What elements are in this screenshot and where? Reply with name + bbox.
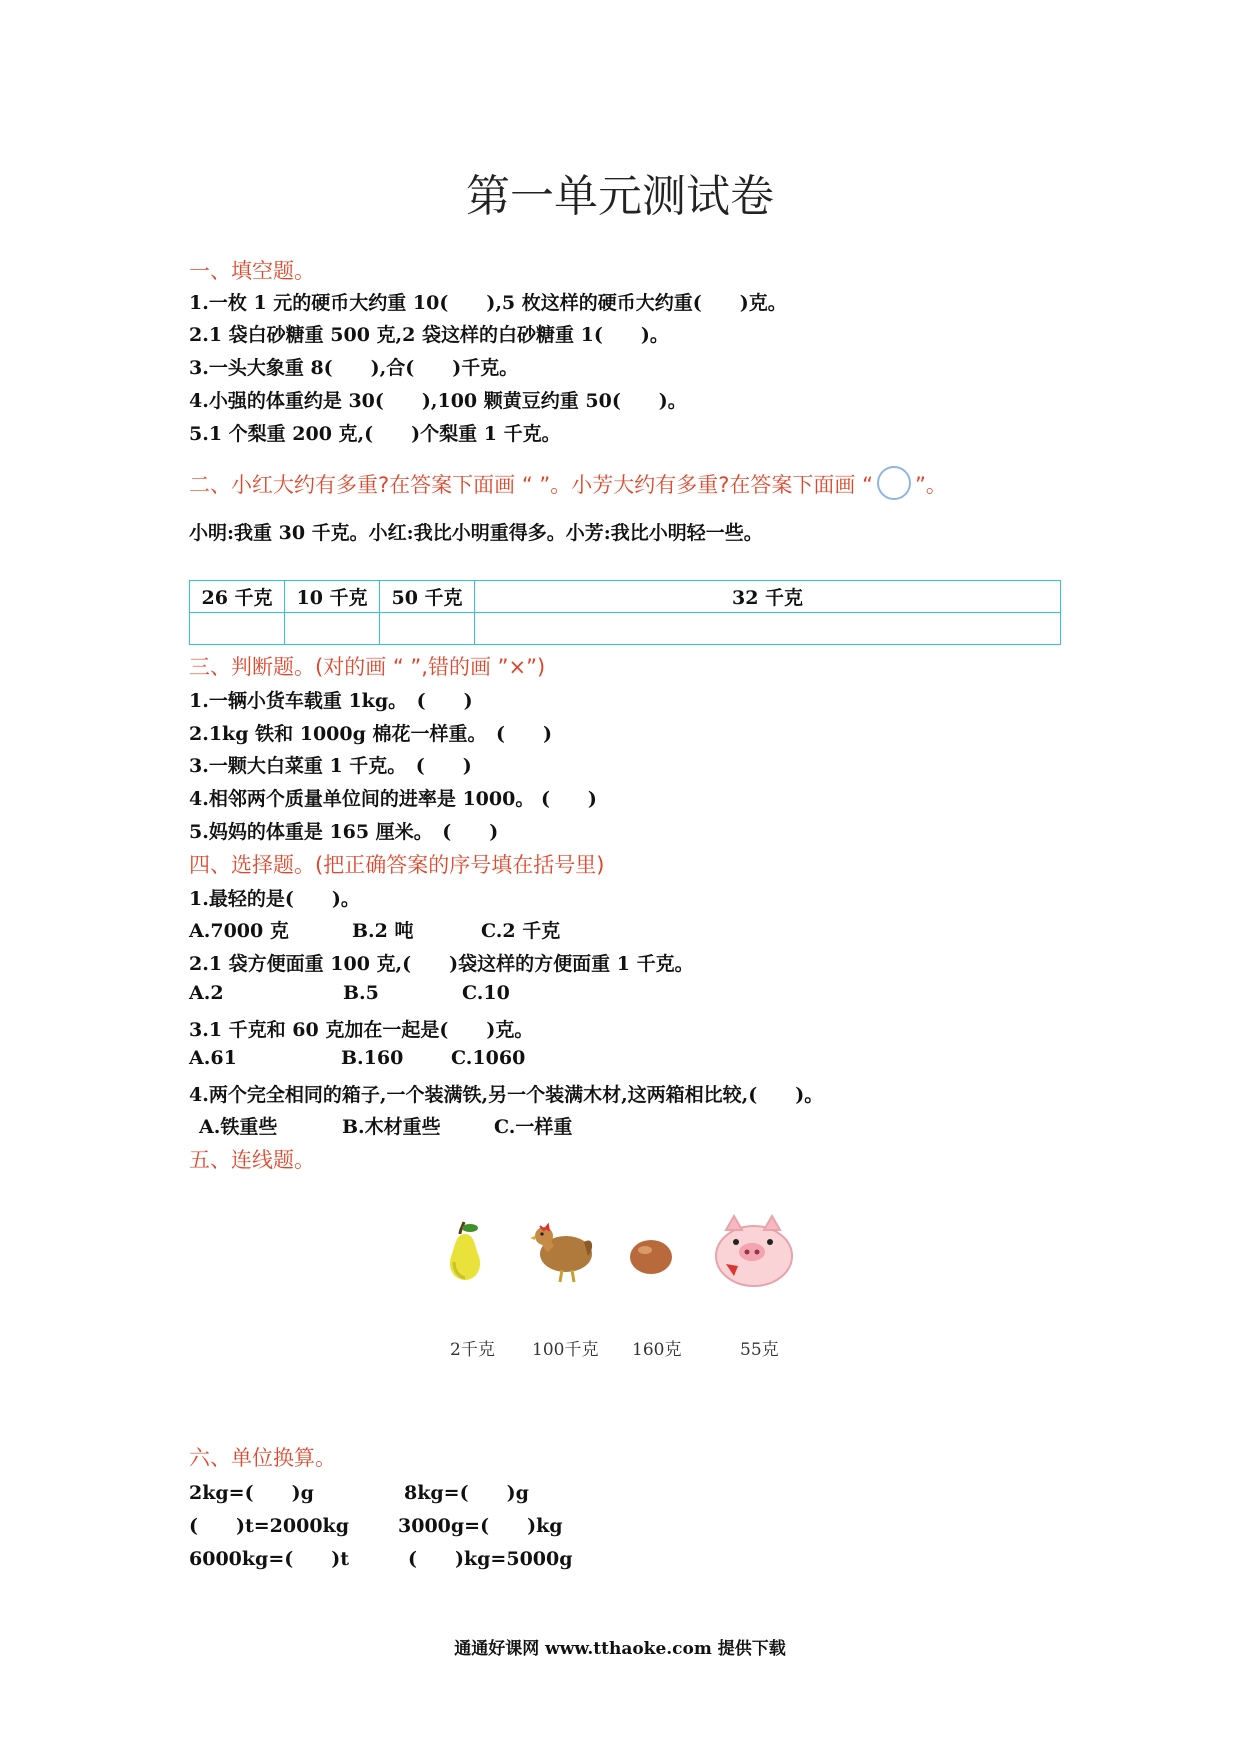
choice-q2: 2.1 袋方便面重 100 克,( )袋这样的方便面重 1 千克。 [189, 953, 694, 975]
choice-q2-option-b: B.5 [343, 982, 379, 1004]
fill-item-5: 5.1 个梨重 200 克,( )个梨重 1 千克。 [189, 423, 561, 445]
answer-cell[interactable] [475, 613, 1061, 645]
weight-label: 160克 [632, 1340, 682, 1360]
judge-item-2: 2.1kg 铁和 1000g 棉花一样重。 ( ) [189, 723, 552, 745]
judge-item-3: 3.一颗大白菜重 1 千克。 ( ) [189, 755, 472, 777]
choice-q2-option-c: C.10 [462, 982, 510, 1004]
judge-item-4: 4.相邻两个质量单位间的进率是 1000。 ( ) [189, 788, 597, 810]
pear-icon [440, 1218, 490, 1282]
section-5-heading: 五、连线题。 [189, 1148, 315, 1172]
conversion-item: ( )t=2000kg [189, 1515, 350, 1537]
choice-q1-option-b: B.2 吨 [352, 920, 414, 942]
choice-q4-option-b: B.木材重些 [342, 1116, 441, 1138]
page-title: 第一单元测试卷 [466, 171, 774, 222]
conversion-item: ( )kg=5000g [408, 1548, 573, 1570]
weight-label: 55克 [740, 1340, 779, 1360]
choice-q1-option-c: C.2 千克 [481, 920, 561, 942]
fill-item-3: 3.一头大象重 8( ),合( )千克。 [189, 357, 519, 379]
judge-item-1: 1.一辆小货车载重 1kg。 ( ) [189, 690, 473, 712]
choice-q1: 1.最轻的是( )。 [189, 888, 360, 910]
circle-icon [877, 466, 911, 500]
weight-label: 100千克 [532, 1340, 599, 1360]
egg-icon [628, 1236, 674, 1276]
choice-q3-option-c: C.1060 [451, 1047, 526, 1069]
choice-q4: 4.两个完全相同的箱子,一个装满铁,另一个装满木材,这两箱相比较,( )。 [189, 1084, 824, 1106]
conversion-item: 8kg=( )g [404, 1482, 529, 1504]
answer-cell[interactable] [190, 613, 285, 645]
pig-icon [708, 1212, 798, 1292]
judge-item-5: 5.妈妈的体重是 165 厘米。 ( ) [189, 821, 499, 843]
choice-q1-option-a: A.7000 克 [189, 920, 289, 942]
conversion-item: 3000g=( )kg [398, 1515, 563, 1537]
fill-item-2: 2.1 袋白砂糖重 500 克,2 袋这样的白砂糖重 1( )。 [189, 324, 669, 346]
choice-q3-option-a: A.61 [189, 1047, 237, 1069]
hen-icon [528, 1222, 596, 1284]
answer-cell[interactable] [380, 613, 475, 645]
weight-table [189, 580, 1061, 645]
choice-q2-option-a: A.2 [189, 982, 224, 1004]
fill-item-4: 4.小强的体重约是 30( ),100 颗黄豆约重 50( )。 [189, 390, 687, 412]
section-1-heading: 一、填空题。 [189, 259, 315, 283]
weight-cell: 26 千克 [190, 581, 285, 613]
section-4-heading: 四、选择题。(把正确答案的序号填在括号里) [189, 853, 605, 877]
weight-cell: 10 千克 [285, 581, 380, 613]
weight-cell: 50 千克 [380, 581, 475, 613]
section-2-heading-end: ”。 [914, 473, 947, 497]
fill-item-1: 1.一枚 1 元的硬币大约重 10( ),5 枚这样的硬币大约重( )克。 [189, 292, 787, 314]
answer-cell[interactable] [285, 613, 380, 645]
footer-credit: 通通好课网 www.tthaoke.com 提供下载 [454, 1639, 786, 1659]
section-2-heading-text: 二、小红大约有多重?在答案下面画 “ ”。小芳大约有多重?在答案下面画 “ [189, 473, 873, 497]
choice-q3: 3.1 千克和 60 克加在一起是( )克。 [189, 1019, 534, 1041]
conversion-item: 2kg=( )g [189, 1482, 314, 1504]
conversion-item: 6000kg=( )t [189, 1548, 350, 1570]
choice-q4-option-c: C.一样重 [494, 1116, 573, 1138]
weight-cell: 32 千克 [475, 581, 1061, 613]
section-3-heading: 三、判断题。(对的画 “ ”,错的画 ”×”) [189, 655, 546, 679]
section-6-heading: 六、单位换算。 [189, 1446, 336, 1470]
weight-label: 2千克 [450, 1340, 495, 1360]
dialogue-statement: 小明:我重 30 千克。小红:我比小明重得多。小芳:我比小明轻一些。 [189, 522, 763, 544]
choice-q4-option-a: A.铁重些 [199, 1116, 278, 1138]
section-2-heading [189, 466, 947, 500]
choice-q3-option-b: B.160 [341, 1047, 404, 1069]
